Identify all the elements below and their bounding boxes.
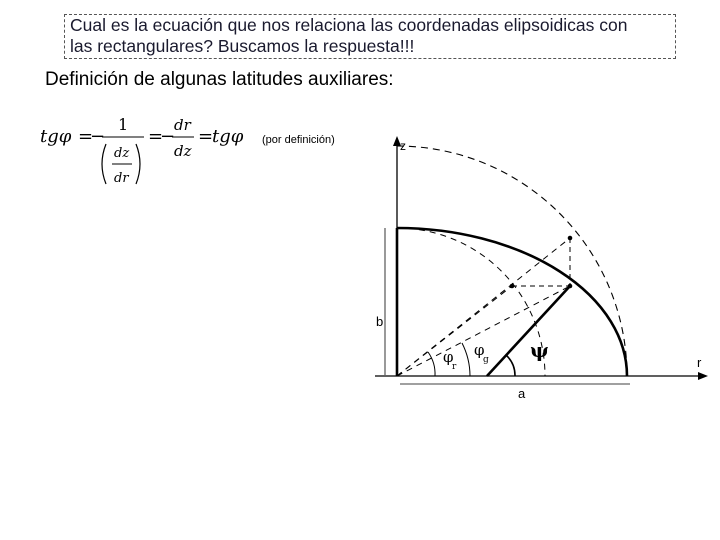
phi-g-symbol: φ (474, 341, 485, 359)
point-on-outer-circle (568, 236, 573, 241)
formula-minus-1: − (90, 126, 106, 147)
formula-minus-2: − (160, 126, 176, 147)
formula-eq-1: = (78, 126, 94, 147)
b-label: b (376, 314, 384, 329)
a-label: a (518, 386, 526, 401)
angle-arc-psi (506, 355, 515, 376)
angle-arc-phi-r (428, 352, 435, 376)
formula-dr-inner: dr (114, 171, 129, 186)
r-axis-arrow (698, 372, 708, 380)
definition-note: (por definición) (262, 134, 335, 146)
point-on-inner-circle (510, 284, 515, 289)
angle-arc-phi-g (462, 343, 470, 376)
title-line-2: las rectangulares? Buscamos la respuesta!!! (70, 36, 415, 56)
formula-dz: dz (174, 142, 192, 160)
phi-g-subscript: g (483, 355, 489, 365)
psi-symbol: ψ (530, 338, 549, 362)
formula-rhs: tgφ (212, 126, 244, 147)
section-subtitle: Definición de algunas latitudes auxiliares: (45, 69, 394, 90)
phi-r-subscript: r (452, 362, 457, 372)
phi-r-symbol: φ (443, 348, 454, 366)
formula-dz-inner: dz (114, 146, 130, 161)
formula-one: 1 (118, 115, 129, 134)
ellipse-quadrant (397, 228, 627, 376)
formula-eq-3: = (198, 126, 214, 147)
z-axis-label: z (400, 139, 406, 153)
title-line-1: Cual es la ecuación que nos relaciona las coordenadas elipsoidicas con (70, 15, 628, 35)
formula-lhs: tgφ (40, 126, 72, 147)
formula-dr: dr (174, 116, 191, 134)
formula-eq-2: = (148, 126, 164, 147)
auxiliary-circle-a (397, 146, 627, 376)
ellipse-normal-line (487, 286, 570, 376)
r-axis-label: r (697, 355, 702, 370)
point-on-ellipse (568, 284, 573, 289)
auxiliary-circle-b (397, 228, 545, 376)
